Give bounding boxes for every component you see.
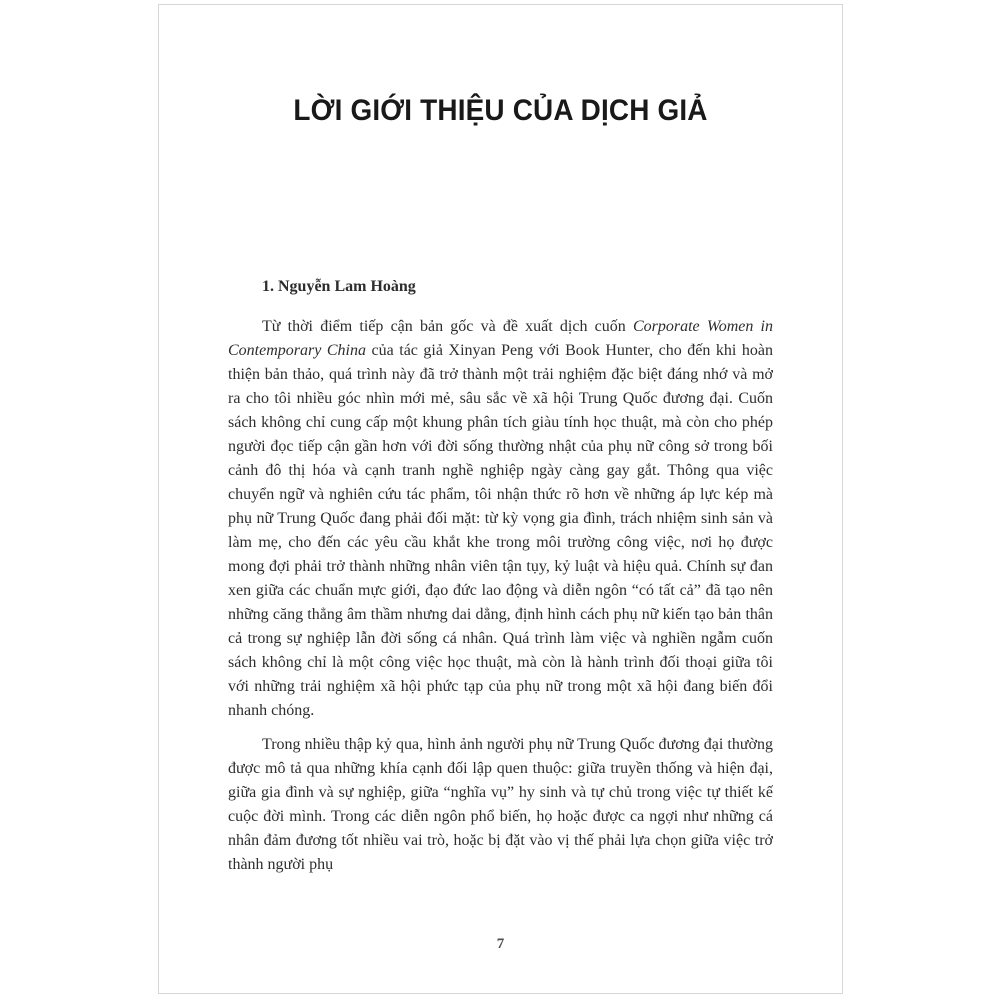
paragraph-text: Từ thời điểm tiếp cận bản gốc và đề xuất dịch cuốn: [262, 318, 633, 335]
book-page: [158, 4, 843, 994]
paragraph-text: của tác giả Xinyan Peng với Book Hunter, cho đến khi hoàn thiện bản thảo, quá trình này đã trở thành một trải nghiệm đặc biệt đáng nhớ và mở ra cho tôi nhiều góc nhìn mới mẻ, sâu sắc về xã hội Trung Quốc đương đại. Cuốn sách không chỉ cung cấp một khung phân tích giàu tính học thuật, mà còn cho phép người đọc tiếp cận gần hơn với đời sống thường nhật của phụ nữ công sở trong bối cảnh đô thị hóa và cạnh tranh nghề nghiệp ngày càng gay gắt. Thông qua việc chuyển ngữ và nghiên cứu tác phẩm, tôi nhận thức rõ hơn về những áp lực kép mà phụ nữ Trung Quốc đang phải đối mặt: từ kỳ vọng gia đình, trách nhiệm sinh sản và làm mẹ, cho đến các yêu cầu khắt khe trong môi trường công việc, nơi họ được mong đợi phải trở thành những nhân viên tận tụy, kỷ luật và hiệu quả. Chính sự đan xen giữa các chuẩn mực giới, đạo đức lao động và diễn ngôn “có tất cả” đã tạo nên những căng thẳng âm thầm nhưng dai dẳng, định hình cách phụ nữ kiến tạo bản thân cả trong sự nghiệp lẫn đời sống cá nhân. Quá trình làm việc và nghiền ngẫm cuốn sách không chỉ là một công việc học thuật, mà còn là hành trình đối thoại giữa tôi với những trải nghiệm xã hội phức tạp của phụ nữ trong một xã hội đang biến đổi nhanh chóng.: [228, 342, 773, 719]
author-heading: 1. Nguyễn Lam Hoàng: [262, 278, 416, 295]
paragraph-text: Trong nhiều thập kỷ qua, hình ảnh người phụ nữ Trung Quốc đương đại thường được mô tả qua những khía cạnh đối lập quen thuộc: giữa truyền thống và hiện đại, giữa gia đình và sự nghiệp, giữa “nghĩa vụ” hy sinh và tự chủ trong việc tự thiết kế cuộc đời mình. Trong các diễn ngôn phổ biến, họ hoặc được ca ngợi như những cá nhân đảm đương tốt nhiều vai trò, hoặc bị đặt vào vị thế phải lựa chọn giữa việc trở thành người phụ: [228, 736, 773, 873]
paragraph: [228, 315, 773, 723]
chapter-title: LỜI GIỚI THIỆU CỦA DỊCH GIẢ: [293, 94, 708, 127]
paragraph: [228, 733, 773, 877]
book-title-italic: Corporate Women in Contemporary China: [228, 318, 773, 359]
page-number: 7: [496, 936, 505, 952]
page-content: [228, 275, 773, 927]
